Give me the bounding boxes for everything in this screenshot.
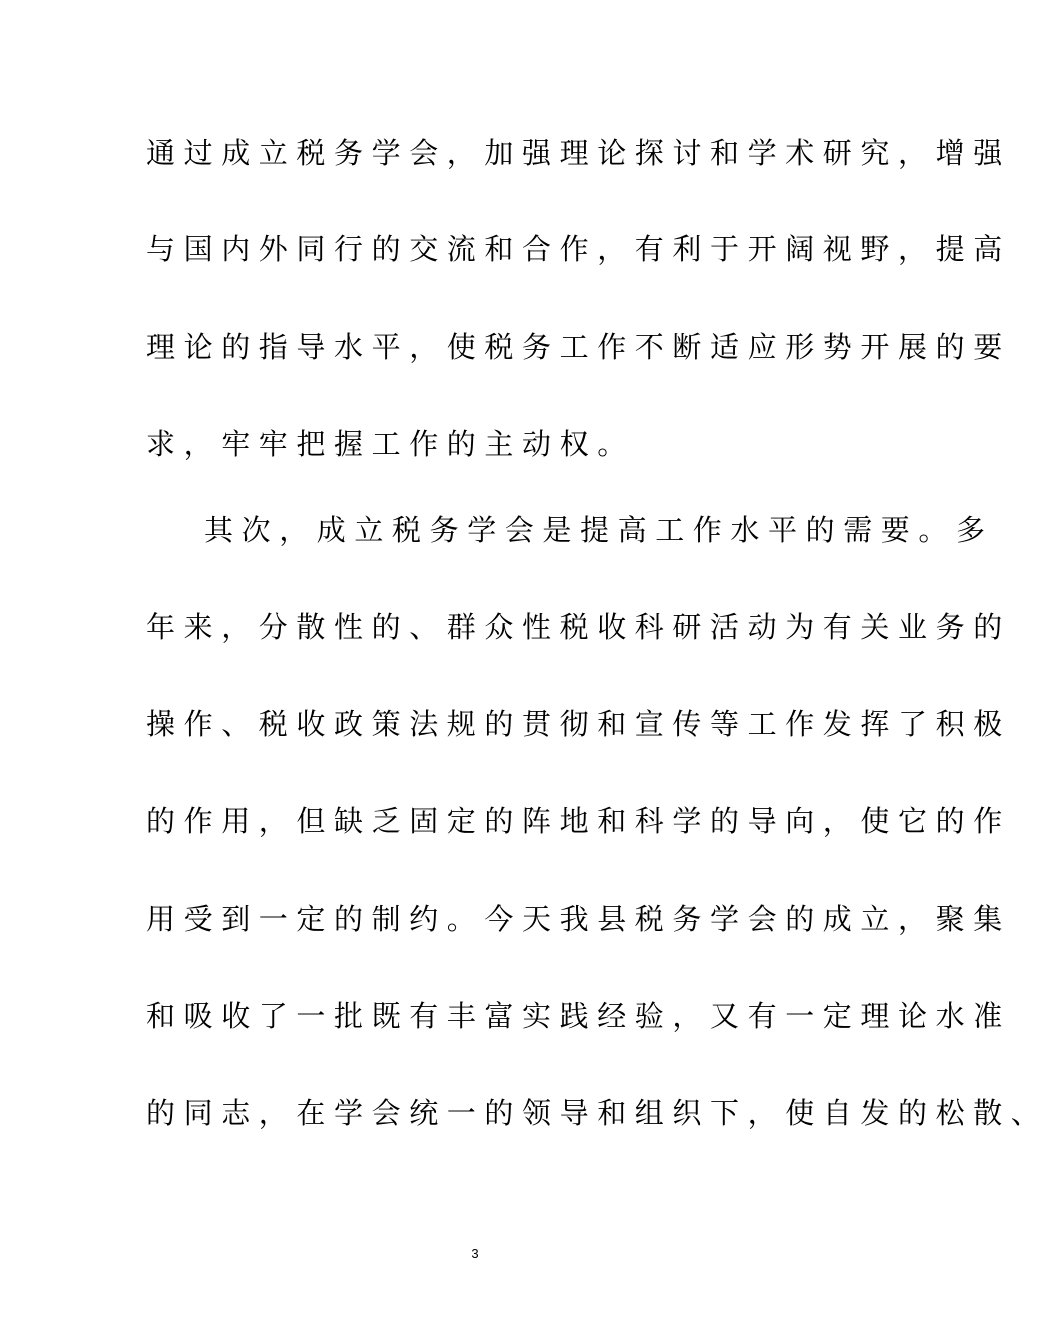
paragraph-first-line: 其次，成立税务学会是提高工作水平的需要。多 (204, 513, 994, 547)
text-line: 和吸收了一批既有丰富实践经验，又有一定理论水准 (146, 999, 1011, 1033)
text-line: 用受到一定的制约。今天我县税务学会的成立，聚集 (146, 902, 1011, 936)
text-line: 通过成立税务学会，加强理论探讨和学术研究，增强 (146, 136, 1011, 170)
page-number: 3 (471, 1246, 479, 1261)
text-line: 理论的指导水平，使税务工作不断适应形势开展的要 (146, 330, 1011, 364)
text-line: 的同志，在学会统一的领导和组织下，使自发的松散、 (146, 1096, 1048, 1130)
text-line: 的作用，但缺乏固定的阵地和科学的导向，使它的作 (146, 804, 1011, 838)
text-line: 求，牢牢把握工作的主动权。 (146, 427, 635, 461)
text-line: 年来，分散性的、群众性税收科研活动为有关业务的 (146, 610, 1011, 644)
text-line: 与国内外同行的交流和合作，有利于开阔视野，提高 (146, 232, 1011, 266)
text-line: 操作、税收政策法规的贯彻和宣传等工作发挥了积极 (146, 707, 1011, 741)
